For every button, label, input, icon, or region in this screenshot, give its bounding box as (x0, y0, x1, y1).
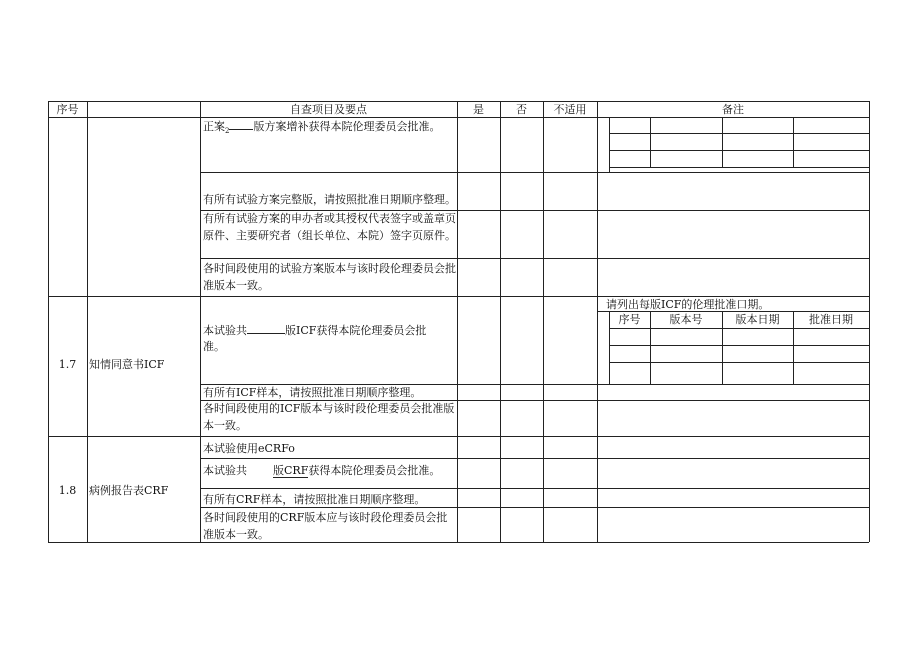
protocol-version-row-line2: 准版本一致。 (203, 279, 269, 292)
ecrf-row: 本试验使用eCRFo (203, 442, 295, 455)
crf-approval-row: 本试验共 版CRF获得本院伦理委员会批准。 (203, 464, 441, 477)
crf-version-row-line2: 准版本一致。 (203, 528, 269, 541)
icf-remark-note: 请列出每版ICF的伦理批准口期。 (606, 298, 770, 311)
signature-pages-row-line1: 有所有试验方案的申办者或其授权代表签字或盖章页 (203, 212, 456, 225)
header-remarks: 备注 (722, 103, 744, 116)
signature-pages-row-line2: 原件、主要研究者（组长单位、本院）签字页原件。 (203, 229, 456, 242)
subtable-header-version-date: 版本日期 (735, 313, 780, 326)
protocol-amendment-row: 正案$_2$ 版方案增补获得本院伦理委员会批准。 (203, 120, 441, 136)
header-yes: 是 (473, 103, 484, 116)
full-protocol-row: 有所有试验方案完整版，请按照批准日期顺序整理。 (203, 193, 456, 206)
header-na: 不适用 (553, 103, 587, 116)
icf-version-row-line2: 本一致。 (203, 419, 247, 432)
subtable-header-approval-date: 批准日期 (809, 313, 853, 326)
section-title: 知情同意书ICF (89, 358, 165, 371)
icf-approval-row-line1: 本试验共 版ICF获得本院伦理委员会批 (203, 324, 427, 337)
icf-approval-row-line2: 准。 (203, 340, 225, 353)
header-no: 否 (516, 103, 527, 116)
crf-samples-row: 有所有CRF样本，请按照批准日期顺序整理。 (203, 493, 426, 506)
header-item: 自查项目及要点 (290, 103, 367, 116)
subtable-header-seq: 序号 (618, 313, 641, 326)
icf-version-row-line1: 各时间段使用的ICF版本与该时段伦理委员会批准版 (203, 402, 455, 415)
header-seq: 序号 (56, 103, 79, 116)
section-number: 1.8 (58, 484, 77, 497)
protocol-version-row-line1: 各时间段使用的试验方案版本与该时段伦理委员会批 (203, 262, 456, 275)
icf-samples-row: 有所有ICF样本，请按照批准日期顺序整理。 (203, 386, 422, 399)
crf-version-row-line1: 各时间段使用的CRF版本应与该时段伦理委员会批 (203, 511, 448, 524)
subtable-header-version: 版本号 (669, 313, 703, 326)
section-title: 病例报告表CRF (89, 484, 169, 497)
section-number: 1.7 (58, 358, 77, 371)
